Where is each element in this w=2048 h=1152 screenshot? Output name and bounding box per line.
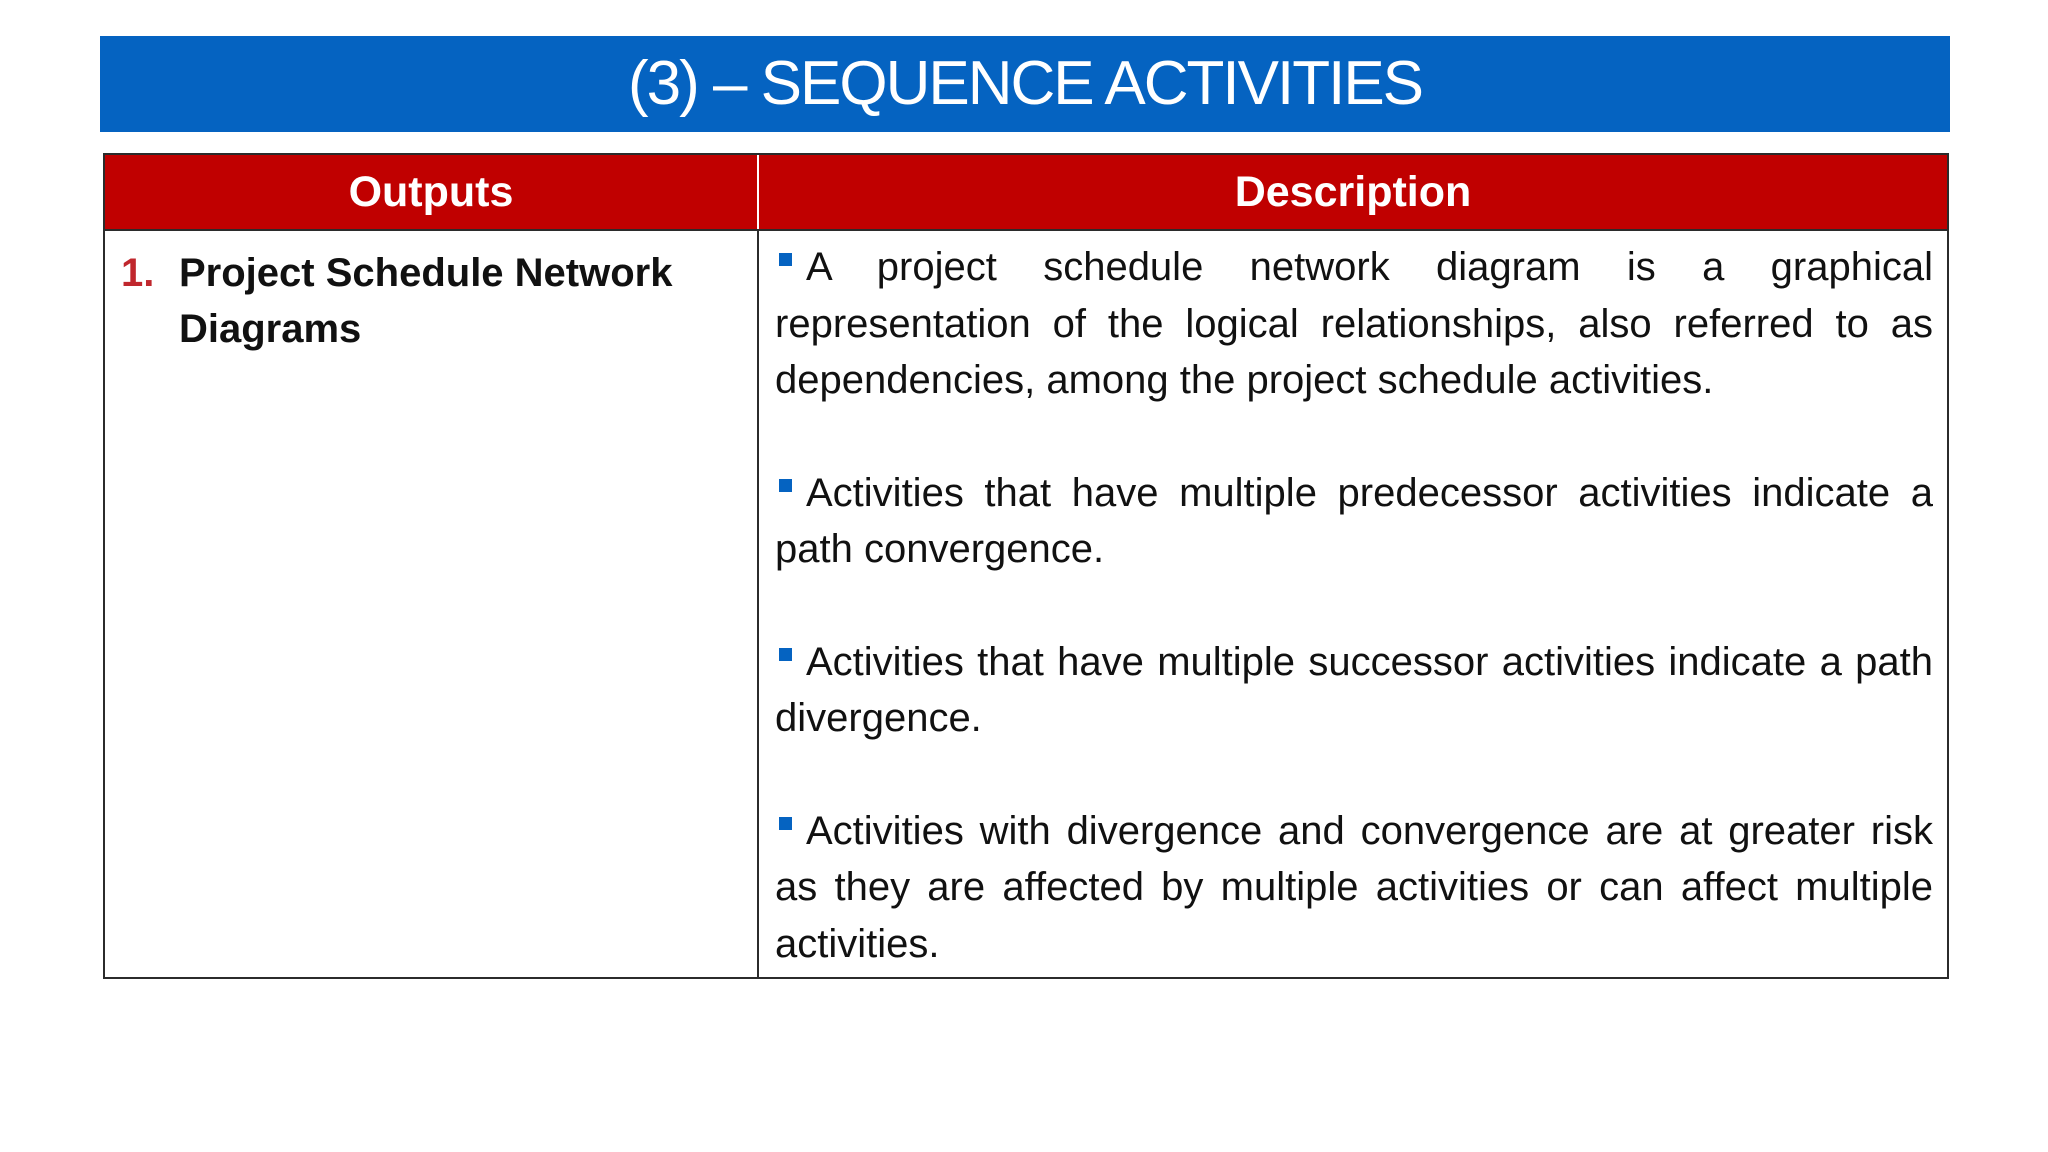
description-bullet-text: A project schedule network diagram is a graphical representation of the logical relationships, also referred to as dependencies, among the project schedule activities. [775, 245, 1933, 402]
description-cell [759, 231, 1947, 977]
square-bullet-icon [779, 817, 792, 830]
slide-title: (3) – SEQUENCE ACTIVITIES [627, 49, 1423, 118]
header-outputs: Outputs [105, 155, 759, 229]
output-label: Project Schedule Network Diagrams [179, 251, 673, 351]
description-bullet [775, 634, 1933, 747]
description-bullet [775, 803, 1933, 973]
description-bullet-text: Activities that have multiple successor activities indicate a path divergence. [775, 639, 1933, 740]
outputs-table [103, 153, 1949, 979]
square-bullet-icon [779, 479, 792, 492]
outputs-cell [105, 231, 759, 977]
title-banner [100, 36, 1950, 132]
description-bullet-text: Activities that have multiple predecessor activities indicate a path convergence. [775, 470, 1933, 571]
output-item [121, 245, 737, 357]
square-bullet-icon [779, 253, 792, 266]
description-bullet-text: Activities with divergence and convergence are at greater risk as they are affected by multiple activities or can affect multiple activities. [775, 808, 1933, 966]
output-number: 1. [121, 251, 155, 295]
description-bullet [775, 465, 1933, 578]
header-description: Description [1234, 167, 1472, 216]
table-row [105, 231, 1947, 977]
description-bullet [775, 239, 1933, 409]
table-header-row [105, 153, 1947, 231]
square-bullet-icon [779, 648, 792, 661]
